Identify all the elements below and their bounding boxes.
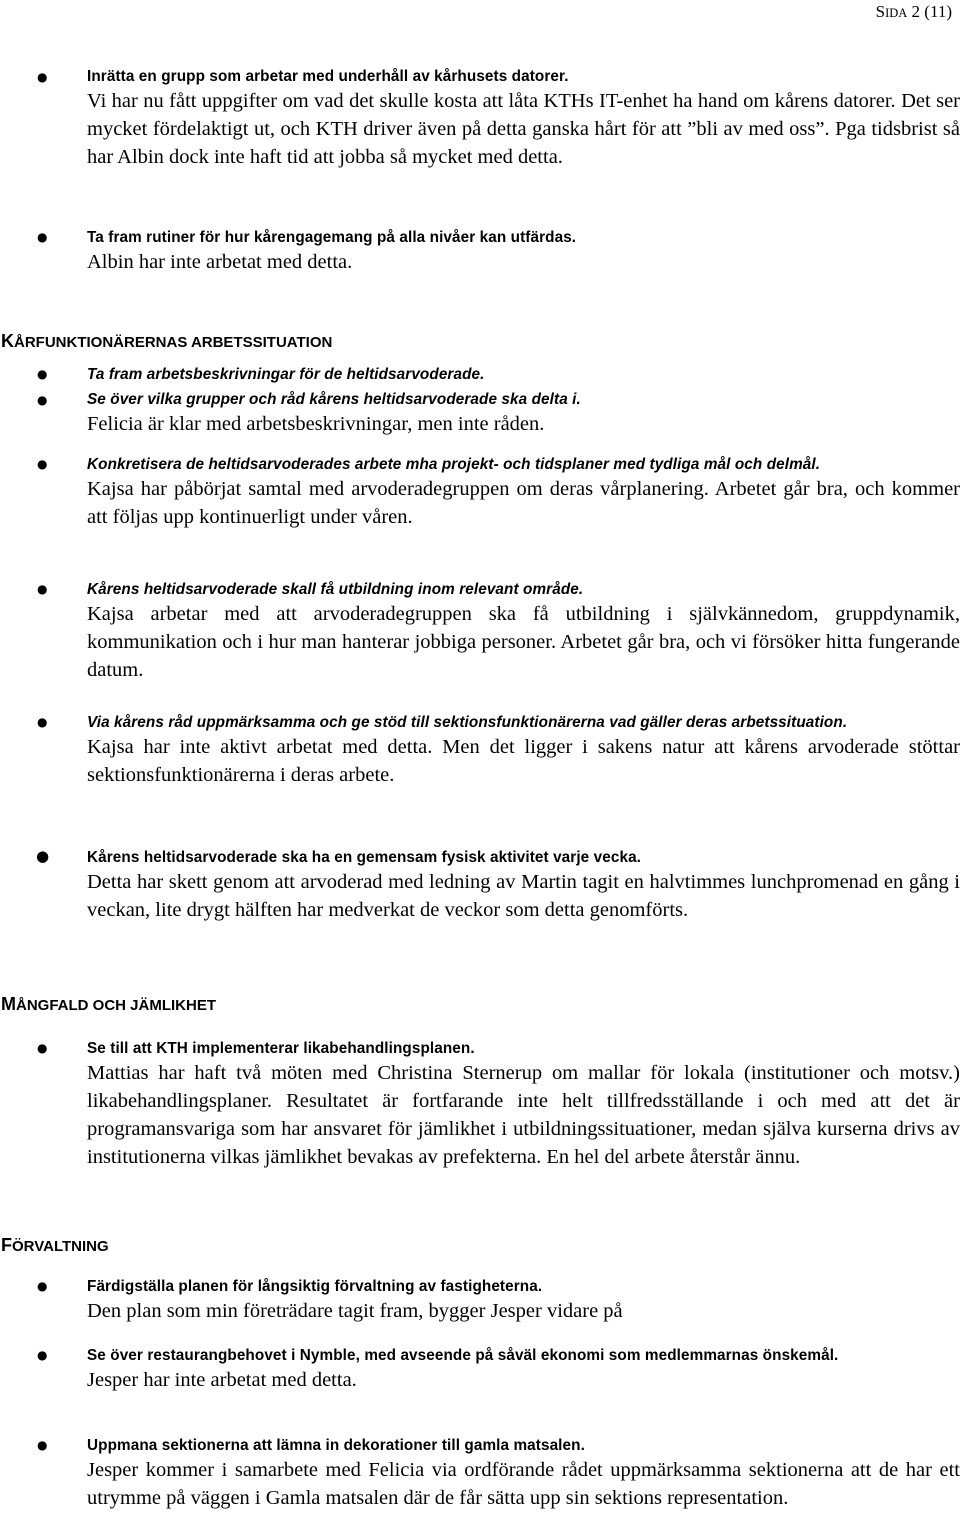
item-heading: Via kårens råd uppmärksamma och ge stöd till sektionsfunktionärerna vad gäller deras arbetssituation. (87, 714, 848, 731)
item-body: Kajsa har påbörjat samtal med arvoderadegruppen om deras vårplanering. Arbetet går bra, och kommer att följas upp kontinuerligt under våren. (87, 478, 960, 528)
section-title-forvaltning: FÖRVALTNING (1, 1235, 109, 1255)
bullet-icon: ● (37, 1041, 48, 1055)
bullet-icon: ● (37, 1438, 48, 1452)
item-heading: Ta fram rutiner för hur kårengagemang på alla nivåer kan utfärdas. (87, 229, 577, 246)
bullet-icon: ● (37, 715, 48, 729)
item-body: Jesper har inte arbetat med detta. (87, 1369, 357, 1391)
page-number-value: 2 (11) (911, 2, 952, 21)
page-number-prefix-cap: S (875, 2, 886, 21)
item-body: Den plan som min företrädare tagit fram, bygger Jesper vidare på (87, 1300, 623, 1322)
item-heading: Inrätta en grupp som arbetar med underhåll av kårhusets datorer. (87, 68, 569, 85)
item-heading: Se över restaurangbehovet i Nymble, med avseende på såväl ekonomi som medlemmarnas önskemål. (87, 1347, 839, 1364)
page-number-prefix-small: IDA (885, 6, 908, 20)
item-heading-secondary: Se över vilka grupper och råd kårens heltidsarvoderade ska delta i. (87, 391, 581, 408)
section-title-mangfald: MÅNGFALD OCH JÄMLIKHET (1, 994, 216, 1014)
page-number (876, 2, 952, 22)
bullet-icon: ● (36, 847, 50, 865)
item-body: Vi har nu fått uppgifter om vad det skulle kosta att låta KTHs IT-enhet ha hand om kårens datorer. Det ser mycket fördelaktigt ut, och KTH driver även på detta ganska hårt för att ”bli av med oss”. Pga tidsbrist så har Albin dock inte haft tid att jobba så mycket med detta. (87, 90, 960, 168)
bullet-icon: ● (37, 393, 48, 407)
item-body: Kajsa arbetar med att arvoderadegruppen ska få utbildning i självkännedom, gruppdynamik, kommunikation och i hur man hanterar jobbiga personer. Arbetet går bra, och vi försöker hitta fungerande datum. (87, 603, 960, 681)
item-heading: Kårens heltidsarvoderade skall få utbildning inom relevant område. (87, 581, 584, 598)
item-heading: Konkretisera de heltidsarvoderades arbete mha projekt- och tidsplaner med tydliga mål och delmål. (87, 456, 821, 473)
item-body: Mattias har haft två möten med Christina Sternerup om mallar för lokala (institutioner och motsv.) likabehandlingsplaner. Resultatet är fortfarande inte helt tillfredsställande i och med att det är programansvariga som har ansvaret för jämlikhet i utbildningssituationer, medan själva kurserna drivs av institutionerna vilkas jämlikhet bevakas av prefekterna. En hel del arbete återstår ännu. (87, 1062, 960, 1168)
item-heading: Ta fram arbetsbeskrivningar för de heltidsarvoderade. (87, 366, 485, 383)
item-body: Detta har skett genom att arvoderad med ledning av Martin tagit en halvtimmes lunchpromenad en gång i veckan, lite drygt hälften har medverkat de veckor som detta genomförts. (87, 871, 960, 921)
item-heading: Färdigställa planen för långsiktig förvaltning av fastigheterna. (87, 1278, 543, 1295)
bullet-icon: ● (37, 1279, 48, 1293)
item-heading: Se till att KTH implementerar likabehandlingsplanen. (87, 1040, 475, 1057)
item-body: Albin har inte arbetat med detta. (87, 251, 353, 273)
bullet-icon: ● (37, 457, 48, 471)
item-body: Kajsa har inte aktivt arbetat med detta. Men det ligger i sakens natur att kårens arvoderade stöttar sektionsfunktionärerna i deras arbete. (87, 736, 960, 786)
item-heading: Kårens heltidsarvoderade ska ha en gemensam fysisk aktivitet varje vecka. (87, 849, 642, 866)
bullet-icon: ● (37, 582, 48, 596)
bullet-icon: ● (37, 367, 48, 381)
item-heading: Uppmana sektionerna att lämna in dekorationer till gamla matsalen. (87, 1437, 585, 1454)
bullet-icon: ● (37, 70, 48, 84)
section-title-karfunktionarer: KÅRFUNKTIONÄRERNAS ARBETSSITUATION (1, 331, 333, 351)
item-body: Jesper kommer i samarbete med Felicia via ordförande rådet uppmärksamma sektionerna att de har ett utrymme på väggen i Gamla matsalen där de får sätta upp sin sektions representation. (87, 1459, 960, 1509)
bullet-icon: ● (37, 1348, 48, 1362)
bullet-icon: ● (37, 230, 48, 244)
item-body: Felicia är klar med arbetsbeskrivningar, men inte råden. (87, 413, 545, 435)
